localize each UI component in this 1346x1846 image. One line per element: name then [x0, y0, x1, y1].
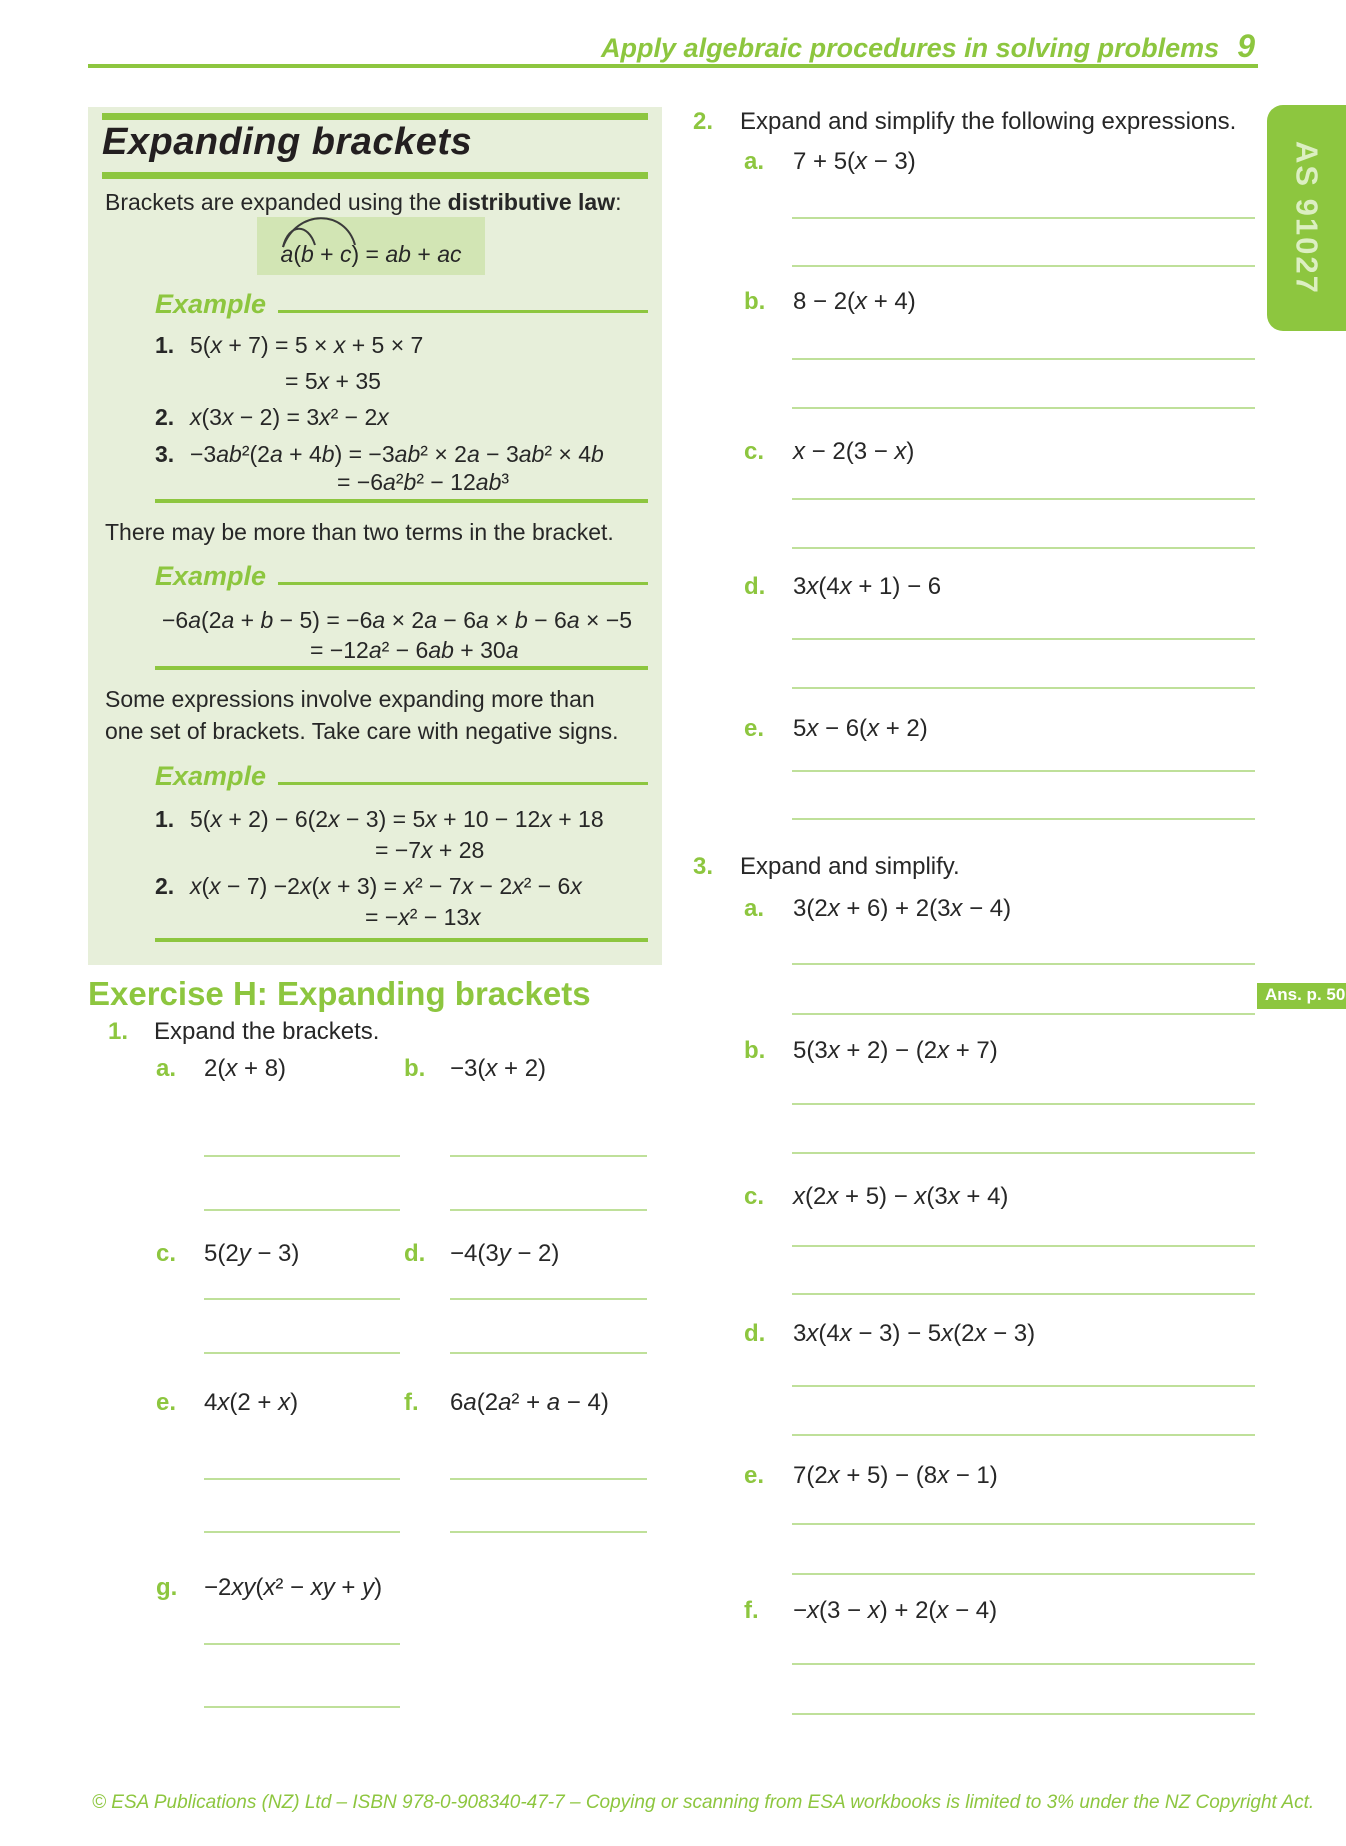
- item-label: f.: [744, 1597, 759, 1624]
- answer-line: [204, 1478, 400, 1480]
- item-label: e.: [744, 1462, 765, 1489]
- answer-line: [792, 265, 1255, 267]
- question-number: 1.: [108, 1018, 129, 1045]
- question-number: 3.: [693, 853, 714, 880]
- item-label: d.: [744, 573, 766, 600]
- question-3: [693, 853, 960, 881]
- example-item-number: 3.: [155, 441, 175, 467]
- distribution-arcs-icon: [267, 211, 397, 251]
- item-label: b.: [744, 288, 766, 315]
- intro-pre: Brackets are expanded using the: [105, 189, 448, 215]
- item-label: e.: [744, 715, 765, 742]
- item-1a: [156, 1055, 286, 1083]
- answer-line: [792, 1013, 1255, 1015]
- answer-line: [792, 217, 1255, 219]
- section-title: Expanding brackets: [102, 121, 473, 163]
- intro-post: :: [615, 189, 622, 215]
- header-rule: [88, 64, 1258, 68]
- answer-line: [792, 1103, 1255, 1105]
- example-label: Example: [155, 761, 267, 791]
- item-label: f.: [404, 1389, 419, 1416]
- example-heading: [155, 763, 648, 790]
- question-prompt: Expand and simplify the following expressions.: [740, 108, 1237, 135]
- item-2b: [744, 288, 916, 316]
- example-label: Example: [155, 561, 267, 591]
- example-item-number: 2.: [155, 404, 175, 430]
- item-expression: 5(3x + 2) − (2x + 7): [793, 1037, 998, 1064]
- item-3e: [744, 1462, 998, 1490]
- item-3b: [744, 1037, 998, 1065]
- answer-line: [792, 1245, 1255, 1247]
- answer-line: [792, 1385, 1255, 1387]
- answer-line: [204, 1155, 400, 1157]
- item-2a: [744, 148, 916, 176]
- answer-line: [792, 1713, 1255, 1715]
- example-math: 5(x + 2) − 6(2x − 3) = 5x + 10 − 12x + 18: [190, 806, 604, 832]
- note-text: one set of brackets. Take care with negative signs.: [105, 718, 619, 744]
- example-math: −6a(2a + b − 5) = −6a × 2a − 6a × b − 6a × −5: [162, 607, 633, 633]
- answer-line: [792, 1293, 1255, 1295]
- standard-tab: [1267, 105, 1346, 331]
- note-text: There may be more than two terms in the bracket.: [105, 519, 614, 545]
- item-3c: [744, 1183, 1008, 1211]
- example-rule: [278, 782, 648, 785]
- green-bar-bottom: [102, 172, 648, 179]
- item-1b: [404, 1055, 546, 1083]
- answer-line: [792, 358, 1255, 360]
- answer-line: [450, 1155, 647, 1157]
- answer-line: [792, 407, 1255, 409]
- item-3d: [744, 1320, 1035, 1348]
- question-prompt: Expand the brackets.: [154, 1018, 380, 1045]
- item-expression: 7(2x + 5) − (8x − 1): [793, 1462, 998, 1489]
- item-2e: [744, 715, 928, 743]
- item-3f: [744, 1597, 997, 1625]
- example-end-rule: [155, 499, 648, 503]
- item-1d: [404, 1240, 559, 1268]
- item-2d: [744, 573, 941, 601]
- item-expression: x − 2(3 − x): [793, 438, 915, 465]
- note-text: Some expressions involve expanding more than: [105, 686, 595, 712]
- example-end-rule: [155, 938, 648, 942]
- example-math: = −7x + 28: [375, 837, 485, 863]
- item-expression: 4x(2 + x): [204, 1389, 299, 1416]
- standard-tab-label: AS 91027: [1289, 141, 1325, 295]
- answer-line: [792, 1152, 1255, 1154]
- item-label: c.: [744, 1183, 765, 1210]
- item-expression: −3(x + 2): [450, 1055, 547, 1082]
- item-label: d.: [744, 1320, 766, 1347]
- answer-line: [204, 1298, 400, 1300]
- item-2c: [744, 438, 914, 466]
- item-expression: 5(2y − 3): [204, 1240, 300, 1267]
- item-expression: 3x(4x + 1) − 6: [793, 573, 942, 600]
- item-label: e.: [156, 1389, 177, 1416]
- example-math: = 5x + 35: [285, 368, 381, 394]
- item-expression: x(2x + 5) − x(3x + 4): [793, 1183, 1009, 1210]
- question-2: [693, 108, 1236, 136]
- answer-line: [792, 547, 1255, 549]
- example-heading: [155, 563, 648, 590]
- answer-line: [792, 1573, 1255, 1575]
- item-label: a.: [156, 1055, 177, 1082]
- example-math: = −6a²b² − 12ab³: [337, 469, 510, 495]
- item-expression: 7 + 5(x − 3): [793, 148, 916, 175]
- answer-line: [792, 1523, 1255, 1525]
- intro-bold: distributive law: [447, 189, 616, 215]
- item-label: a.: [744, 895, 765, 922]
- item-3a: [744, 895, 1011, 923]
- example-math: = −12a² − 6ab + 30a: [310, 637, 519, 663]
- example-math: x(x − 7) −2x(x + 3) = x² − 7x − 2x² − 6x: [190, 873, 582, 899]
- question-1: [108, 1018, 379, 1046]
- answer-line: [450, 1478, 647, 1480]
- example-rule: [278, 582, 648, 585]
- answer-line: [792, 770, 1255, 772]
- example-item-number: 2.: [155, 873, 175, 899]
- item-label: b.: [404, 1055, 426, 1082]
- page-number: 9: [1237, 28, 1255, 64]
- item-1g: [156, 1574, 382, 1602]
- answer-line: [204, 1209, 400, 1211]
- item-expression: 3(2x + 6) + 2(3x − 4): [793, 895, 1012, 922]
- example-math: x(3x − 2) = 3x² − 2x: [190, 404, 389, 430]
- example-math: −3ab²(2a + 4b) = −3ab² × 2a − 3ab² × 4b: [190, 441, 604, 467]
- distributive-law-box: [257, 217, 485, 275]
- question-prompt: Expand and simplify.: [740, 853, 960, 880]
- item-label: g.: [156, 1574, 178, 1601]
- answers-page-badge: Ans. p. 50: [1257, 983, 1346, 1009]
- answer-line: [450, 1209, 647, 1211]
- answer-line: [204, 1531, 400, 1533]
- example-item-number: 1.: [155, 332, 175, 358]
- answer-line: [792, 963, 1255, 965]
- answer-line: [450, 1352, 647, 1354]
- item-expression: −x(3 − x) + 2(x − 4): [793, 1597, 998, 1624]
- exercise-heading: Exercise H: Expanding brackets: [88, 975, 591, 1012]
- example-heading: [155, 291, 648, 318]
- example-item-number: 1.: [155, 806, 175, 832]
- item-label: c.: [156, 1240, 177, 1267]
- header-title: Apply algebraic procedures in solving problems: [601, 33, 1220, 63]
- answer-line: [450, 1298, 647, 1300]
- law-formula: a(b + c) = ab + ac: [280, 241, 462, 267]
- answer-line: [204, 1706, 400, 1708]
- item-1c: [156, 1240, 299, 1268]
- item-expression: 6a(2a² + a − 4): [450, 1389, 609, 1416]
- theory-box: [88, 107, 662, 965]
- answer-line: [792, 687, 1255, 689]
- answer-line: [792, 638, 1255, 640]
- answer-line: [792, 1663, 1255, 1665]
- item-label: c.: [744, 438, 765, 465]
- example-math: 5(x + 7) = 5 × x + 5 × 7: [190, 332, 424, 358]
- example-rule: [278, 310, 648, 313]
- item-label: b.: [744, 1037, 766, 1064]
- answer-line: [792, 818, 1255, 820]
- item-expression: 5x − 6(x + 2): [793, 715, 928, 742]
- item-1e: [156, 1389, 298, 1417]
- item-expression: 8 − 2(x + 4): [793, 288, 916, 315]
- item-expression: −2xy(x² − xy + y): [204, 1574, 383, 1601]
- example-math: = −x² − 13x: [365, 904, 481, 930]
- example-end-rule: [155, 666, 648, 670]
- green-bar-top: [102, 113, 648, 120]
- item-1f: [404, 1389, 609, 1417]
- item-expression: 2(x + 8): [204, 1055, 287, 1082]
- answer-line: [792, 498, 1255, 500]
- item-label: d.: [404, 1240, 426, 1267]
- answer-line: [450, 1531, 647, 1533]
- answer-line: [204, 1352, 400, 1354]
- answer-line: [204, 1643, 400, 1645]
- footer-copyright: © ESA Publications (NZ) Ltd – ISBN 978-0-908340-47-7 – Copying or scanning from ESA workbooks is limited to 3% under the NZ Copyright Act.: [92, 1792, 1315, 1813]
- question-number: 2.: [693, 108, 714, 135]
- item-expression: 3x(4x − 3) − 5x(2x − 3): [793, 1320, 1036, 1347]
- answer-line: [792, 1434, 1255, 1436]
- example-label: Example: [155, 289, 267, 319]
- item-expression: −4(3y − 2): [450, 1240, 560, 1267]
- page-header: [601, 28, 1255, 65]
- item-label: a.: [744, 148, 765, 175]
